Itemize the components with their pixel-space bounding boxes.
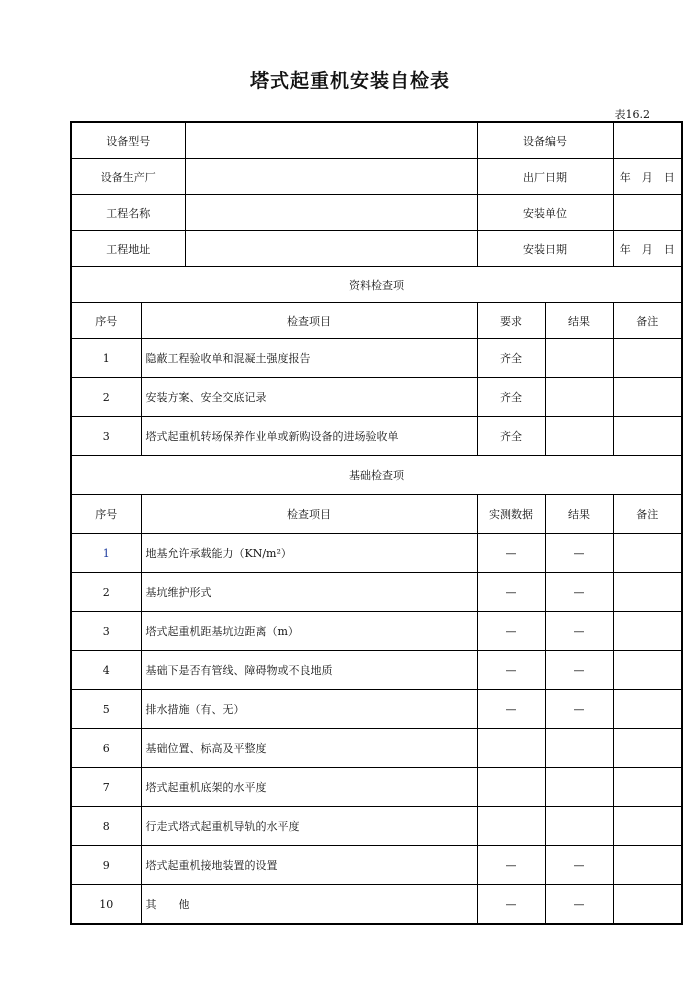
row-number: 2 [71,573,141,612]
row-note[interactable] [613,885,682,925]
table-row [71,807,682,846]
docs-section-title: 资料检查项 [71,267,682,303]
number-label: 设备编号 [477,122,613,159]
row-number: 7 [71,768,141,807]
docs-column-headers [71,303,682,339]
row-note[interactable] [613,417,682,456]
model-label: 设备型号 [71,122,185,159]
col-header-no: 序号 [71,495,141,534]
foundation-section-title: 基础检查项 [71,456,682,495]
col-header-data: 实测数据 [477,495,545,534]
row-note[interactable] [613,846,682,885]
row-measured-data [477,768,545,807]
row-number: 1 [71,534,141,573]
install-unit-label: 安装单位 [477,195,613,231]
foundation-section-header [71,456,682,495]
row-note[interactable] [613,768,682,807]
header-row-maker [71,159,682,195]
row-note[interactable] [613,378,682,417]
row-result[interactable]: — [545,885,613,925]
row-number: 8 [71,807,141,846]
factory-date-value[interactable]: 年 月 日 [613,159,682,195]
row-measured-data [477,729,545,768]
row-result[interactable]: — [545,651,613,690]
row-note[interactable] [613,339,682,378]
table-row [71,651,682,690]
col-header-item: 检查项目 [141,495,477,534]
table-row [71,534,682,573]
install-date-value[interactable]: 年 月 日 [613,231,682,267]
row-result[interactable] [545,417,613,456]
row-number: 3 [71,417,141,456]
table-row [71,612,682,651]
table-row [71,573,682,612]
table-row [71,768,682,807]
row-note[interactable] [613,690,682,729]
project-label: 工程名称 [71,195,185,231]
row-result[interactable]: — [545,612,613,651]
row-result[interactable] [545,339,613,378]
row-result[interactable] [545,768,613,807]
col-header-no: 序号 [71,303,141,339]
row-item: 其 他 [141,885,477,925]
row-result[interactable]: — [545,534,613,573]
table-row [71,378,682,417]
row-number: 6 [71,729,141,768]
row-note[interactable] [613,807,682,846]
table-row [71,846,682,885]
table-row [71,417,682,456]
inspection-table [70,121,683,925]
model-value[interactable] [185,122,477,159]
row-item: 基础下是否有管线、障碍物或不良地质 [141,651,477,690]
row-result[interactable]: — [545,573,613,612]
row-requirement: 齐全 [477,417,545,456]
row-item: 基础位置、标高及平整度 [141,729,477,768]
col-header-note: 备注 [613,495,682,534]
row-item: 安装方案、安全交底记录 [141,378,477,417]
docs-section-header [71,267,682,303]
row-measured-data: — [477,573,545,612]
row-measured-data: — [477,846,545,885]
row-item: 塔式起重机接地装置的设置 [141,846,477,885]
install-unit-value[interactable] [613,195,682,231]
col-header-result: 结果 [545,495,613,534]
col-header-result: 结果 [545,303,613,339]
address-label: 工程地址 [71,231,185,267]
table-number: 表16.2 [614,108,650,121]
table-row [71,339,682,378]
header-row-project [71,195,682,231]
row-number: 5 [71,690,141,729]
row-result[interactable] [545,729,613,768]
row-number: 1 [71,339,141,378]
row-item: 塔式起重机转场保养作业单或新购设备的进场验收单 [141,417,477,456]
address-value[interactable] [185,231,477,267]
table-row [71,690,682,729]
table-row [71,885,682,925]
row-item: 塔式起重机底架的水平度 [141,768,477,807]
row-item: 塔式起重机距基坑边距离（m） [141,612,477,651]
install-date-label: 安装日期 [477,231,613,267]
row-result[interactable] [545,807,613,846]
row-result[interactable]: — [545,846,613,885]
header-row-model [71,122,682,159]
col-header-item: 检查项目 [141,303,477,339]
row-number: 3 [71,612,141,651]
row-number: 9 [71,846,141,885]
number-value[interactable] [613,122,682,159]
row-item: 地基允许承载能力（KN/m²） [141,534,477,573]
row-note[interactable] [613,651,682,690]
col-header-req: 要求 [477,303,545,339]
row-requirement: 齐全 [477,339,545,378]
row-note[interactable] [613,729,682,768]
row-number: 2 [71,378,141,417]
row-measured-data: — [477,651,545,690]
header-row-address [71,231,682,267]
row-measured-data: — [477,690,545,729]
maker-label: 设备生产厂 [71,159,185,195]
row-measured-data: — [477,534,545,573]
row-item: 排水措施（有、无） [141,690,477,729]
factory-date-label: 出厂日期 [477,159,613,195]
foundation-column-headers [71,495,682,534]
row-note[interactable] [613,612,682,651]
row-result[interactable]: — [545,690,613,729]
row-requirement: 齐全 [477,378,545,417]
project-value[interactable] [185,195,477,231]
maker-value[interactable] [185,159,477,195]
row-result[interactable] [545,378,613,417]
row-number: 4 [71,651,141,690]
col-header-note: 备注 [613,303,682,339]
row-note[interactable] [613,534,682,573]
row-measured-data [477,807,545,846]
row-item: 行走式塔式起重机导轨的水平度 [141,807,477,846]
row-measured-data: — [477,885,545,925]
row-item: 基坑维护形式 [141,573,477,612]
row-item: 隐蔽工程验收单和混凝土强度报告 [141,339,477,378]
row-number: 10 [71,885,141,925]
table-row [71,729,682,768]
page-title: 塔式起重机安装自检表 [249,70,450,92]
row-note[interactable] [613,573,682,612]
row-measured-data: — [477,612,545,651]
